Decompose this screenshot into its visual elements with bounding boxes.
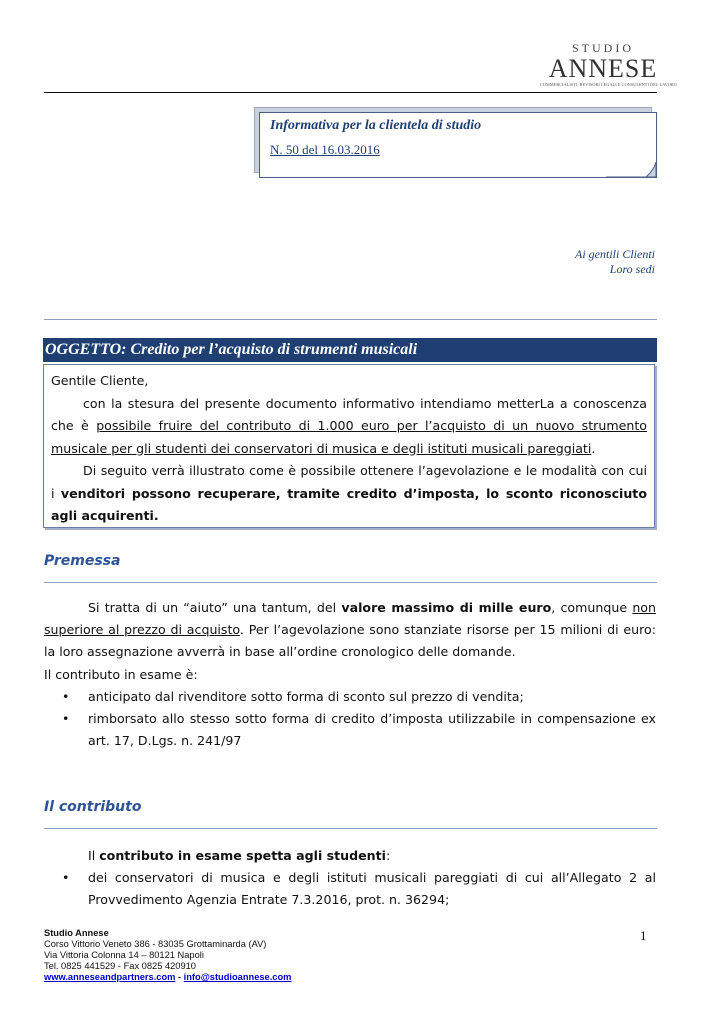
logo-studio-text: STUDIO bbox=[572, 41, 634, 55]
intro-paragraph-1: con la stesura del presente documento informativo intendiamo metterLa a conoscenza che è possibile fruire del contributo di 1.000 euro per l’acquisto di un nuovo strumento musicale per gli studenti dei conservatori di musica e degli istituti musicali pareggiati. bbox=[51, 395, 647, 456]
info-box-title: Informativa per la clientela di studio bbox=[270, 118, 482, 133]
footer-address-2: Via Vittoria Colonna 14 – 80121 Napoli bbox=[44, 950, 204, 960]
premessa-body bbox=[44, 597, 656, 752]
footer-links: www.anneseandpartners.com - info@studioannese.com bbox=[44, 972, 292, 982]
contributo-paragraph-1: Il contributo in esame spetta agli studenti: bbox=[88, 848, 391, 863]
list-item: • rimborsato allo stesso sotto forma di credito d’imposta utilizzabile in compensazione ex art. 17, D.Lgs. n. 241/97 bbox=[44, 708, 656, 752]
section-title-contributo: Il contributo bbox=[44, 799, 142, 815]
info-box-number: N. 50 del 16.03.2016 bbox=[270, 142, 380, 157]
section-rule bbox=[44, 319, 657, 320]
footer-company-name: Studio Annese bbox=[44, 928, 109, 938]
email-link[interactable]: info@studioannese.com bbox=[183, 972, 292, 982]
page-curl-icon bbox=[606, 162, 656, 178]
premessa-paragraph-2: Il contributo in esame è: bbox=[44, 666, 198, 682]
page-number: 1 bbox=[640, 928, 647, 943]
logo-tagline: COMMERCIALISTI, REVISORI LEGALI E CONSULENTI DEL LAVORO bbox=[540, 82, 678, 87]
section-rule bbox=[44, 828, 657, 829]
bullet-icon: • bbox=[62, 711, 70, 727]
bullet-icon: • bbox=[62, 688, 70, 704]
footer bbox=[44, 928, 291, 983]
info-box bbox=[259, 112, 657, 178]
intro-greeting: Gentile Cliente, bbox=[51, 373, 149, 388]
recipients-line-2: Loro sedi bbox=[609, 262, 655, 276]
bullet-icon: • bbox=[62, 870, 70, 886]
header-rule bbox=[44, 92, 657, 93]
footer-phone: Tel. 0825 441529 - Fax 0825 420910 bbox=[44, 961, 196, 971]
intro-box bbox=[43, 364, 655, 528]
footer-address-1: Corso Vittorio Veneto 386 - 83035 Grottaminarda (AV) bbox=[44, 939, 267, 949]
website-link[interactable]: www.anneseandpartners.com bbox=[44, 972, 176, 982]
recipients-line-1: Ai gentili Clienti bbox=[575, 247, 655, 261]
subject-bar: OGGETTO: Credito per l’acquisto di strumenti musicali bbox=[43, 338, 657, 362]
intro-paragraph-2: Di seguito verrà illustrato come è possibile ottenere l’agevolazione e le modalità con cui i venditori possono recuperare, tramite credito d’imposta, lo sconto riconosciuto agli acquirenti. bbox=[51, 463, 647, 523]
list-item: • anticipato dal rivenditore sotto forma di sconto sul prezzo di vendita; bbox=[44, 686, 656, 708]
list-item: • dei conservatori di musica e degli istituti musicali pareggiati di cui all’Allegato 2 al Provvedimento Agenzia Entrate 7.3.2016, prot. n. 36294; bbox=[44, 867, 656, 911]
contributo-body bbox=[44, 845, 656, 912]
section-title-premessa: Premessa bbox=[44, 553, 121, 569]
section-rule bbox=[44, 582, 657, 583]
premessa-paragraph-1: Si tratta di un “aiuto” una tantum, del valore massimo di mille euro, comunque non superiore al prezzo di acquisto. Per l’agevolazione sono stanziate risorse per 15 milioni di euro: la loro assegnazione avverrà in base all’ordine cronologico delle domande. bbox=[44, 600, 656, 660]
logo-annese-text: ANNESE bbox=[548, 54, 658, 83]
